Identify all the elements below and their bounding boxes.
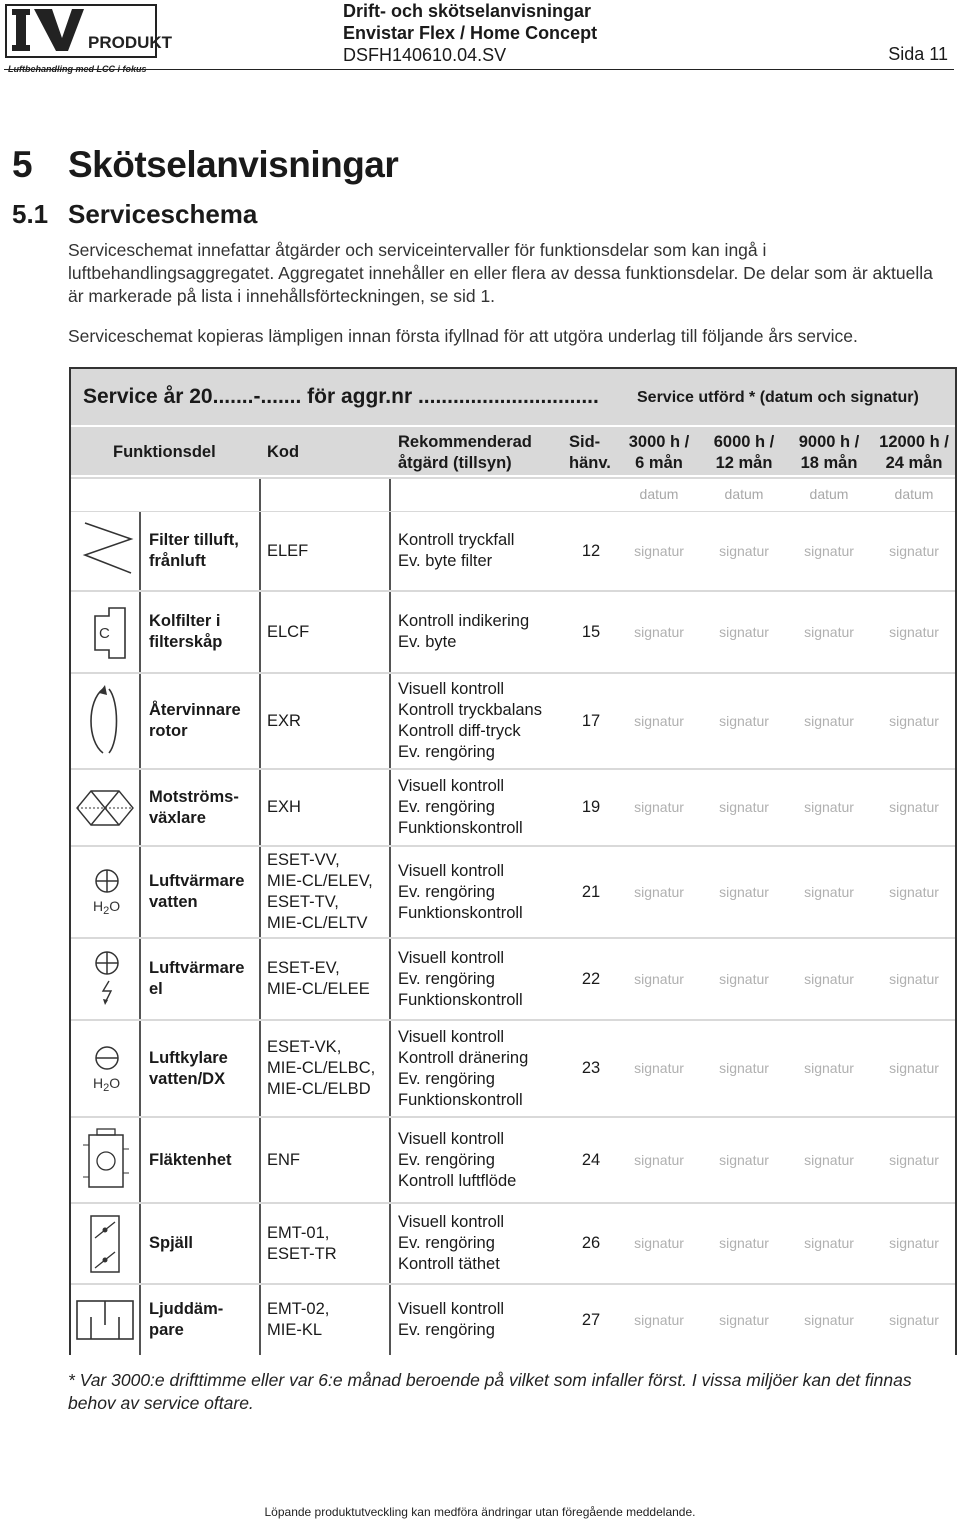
page-reference: 21: [581, 883, 601, 901]
signature-field[interactable]: signatur: [804, 1060, 854, 1076]
signature-field[interactable]: signatur: [889, 713, 939, 729]
signature-field[interactable]: signatur: [804, 799, 854, 815]
signature-field[interactable]: signatur: [634, 1312, 684, 1328]
component-code: ELCF: [267, 623, 310, 641]
table-row: [71, 1285, 955, 1355]
column-divider: [139, 847, 141, 937]
signature-field[interactable]: signatur: [634, 971, 684, 987]
divider: [389, 479, 391, 511]
doc-code: DSFH140610.04.SV: [343, 45, 507, 65]
svg-text:C: C: [99, 625, 110, 642]
signature-field[interactable]: signatur: [634, 1152, 684, 1168]
col-9000h-line1: 9000 h /: [798, 433, 860, 451]
page-reference: 15: [581, 623, 601, 641]
component-code: EXH: [267, 798, 301, 816]
column-divider: [389, 512, 391, 590]
col-sid-line2: hänv.: [569, 454, 611, 472]
column-divider: [259, 770, 261, 845]
signature-field[interactable]: signatur: [634, 543, 684, 559]
cooler-icon: [75, 1044, 137, 1099]
datum-1[interactable]: datum: [639, 486, 679, 502]
component-name: Återvinnare rotor: [149, 701, 241, 740]
signature-field[interactable]: signatur: [634, 884, 684, 900]
signature-field[interactable]: signatur: [719, 543, 769, 559]
recommended-action: Visuell kontroll Ev. rengöring Funktionskontroll: [398, 862, 523, 922]
column-divider: [139, 1118, 141, 1202]
component-name: Kolfilter i filterskåp: [149, 612, 223, 651]
col-sid-line1: Sid-: [569, 433, 601, 451]
svg-text:H2O: $H_2O$: [93, 898, 121, 917]
page-reference: 12: [581, 542, 601, 560]
header-line1: Drift- och skötselanvisningar: [343, 1, 592, 21]
col-3000h-line1: 3000 h /: [628, 433, 690, 451]
signature-field[interactable]: signatur: [804, 543, 854, 559]
column-divider: [139, 674, 141, 768]
col-12000h: [872, 432, 956, 474]
column-header-row: [71, 425, 955, 477]
column-divider: [139, 770, 141, 845]
signature-field[interactable]: signatur: [889, 624, 939, 640]
divider: [259, 479, 261, 511]
column-divider: [259, 592, 261, 672]
heading-2: [12, 199, 257, 230]
column-divider: [139, 1204, 141, 1283]
column-divider: [139, 1021, 141, 1116]
service-done-heading: Service utförd * (datum och signatur): [637, 389, 919, 406]
column-divider: [389, 1204, 391, 1283]
column-divider: [259, 1021, 261, 1116]
column-divider: [259, 847, 261, 937]
column-divider: [389, 674, 391, 768]
page-reference: 27: [581, 1311, 601, 1329]
col-rekommenderad: [398, 432, 532, 474]
column-divider: [139, 512, 141, 590]
recommended-action: Visuell kontroll Ev. rengöring Kontroll luftflöde: [398, 1130, 517, 1190]
component-code: ENF: [267, 1151, 300, 1169]
signature-field[interactable]: signatur: [804, 1235, 854, 1251]
column-divider: [259, 1204, 261, 1283]
signature-field[interactable]: signatur: [719, 624, 769, 640]
col-sidhanv: [569, 432, 611, 474]
component-name: Luftvärmare vatten: [149, 872, 245, 911]
signature-field[interactable]: signatur: [889, 971, 939, 987]
recommended-action: Visuell kontroll Kontroll dränering Ev. rengöring Funktionskontroll: [398, 1028, 529, 1109]
col-3000h: [617, 432, 701, 474]
signature-field[interactable]: signatur: [634, 799, 684, 815]
signature-field[interactable]: signatur: [719, 799, 769, 815]
logo-tagline: Luftbehandling med LCC i fokus: [8, 64, 147, 74]
page-reference: 17: [581, 712, 601, 730]
column-divider: [259, 512, 261, 590]
svg-text:H2O: $H_2O$: [93, 1075, 121, 1094]
signature-field[interactable]: signatur: [889, 884, 939, 900]
signature-field[interactable]: signatur: [719, 971, 769, 987]
page-reference: 23: [581, 1059, 601, 1077]
page-reference: 24: [581, 1151, 601, 1169]
signature-field[interactable]: signatur: [719, 884, 769, 900]
column-divider: [389, 592, 391, 672]
signature-field[interactable]: signatur: [804, 884, 854, 900]
signature-field[interactable]: signatur: [719, 1312, 769, 1328]
table-row: [71, 939, 955, 1019]
signature-field[interactable]: signatur: [804, 1312, 854, 1328]
component-name: Motströms- växlare: [149, 788, 239, 827]
table-row: [71, 592, 955, 672]
page-reference: 22: [581, 970, 601, 988]
component-name: Spjäll: [149, 1234, 194, 1252]
signature-field[interactable]: signatur: [804, 624, 854, 640]
column-divider: [389, 847, 391, 937]
signature-field[interactable]: signatur: [719, 713, 769, 729]
page-reference: 19: [581, 798, 601, 816]
signature-field[interactable]: signatur: [889, 1060, 939, 1076]
table-row: [71, 1021, 955, 1116]
signature-field[interactable]: signatur: [634, 1235, 684, 1251]
component-name: Filter tilluft, frånluft: [149, 531, 239, 570]
page-footer: Löpande produktutveckling kan medföra ändringar utan föregående meddelande.: [264, 1505, 696, 1519]
component-code: ESET-EV, MIE-CL/ELEE: [267, 959, 370, 998]
signature-field[interactable]: signatur: [719, 1235, 769, 1251]
heading-2-text: Serviceschema: [68, 199, 258, 229]
svg-text:PRODUKT: PRODUKT: [88, 33, 173, 52]
column-divider: [389, 1285, 391, 1355]
component-code: EMT-02, MIE-KL: [267, 1300, 330, 1339]
column-divider: [139, 592, 141, 672]
component-name: Ljuddäm- pare: [149, 1300, 224, 1339]
column-divider: [389, 1118, 391, 1202]
column-divider: [139, 939, 141, 1019]
recommended-action: Kontroll tryckfall Ev. byte filter: [398, 531, 515, 570]
signature-field[interactable]: signatur: [719, 1152, 769, 1168]
iv-produkt-logo: [4, 2, 173, 74]
fan-icon: [75, 1127, 137, 1198]
col-6000h-line1: 6000 h /: [713, 433, 775, 451]
component-name: Fläktenhet: [149, 1151, 232, 1169]
col-rek-line1: Rekommenderad: [398, 433, 532, 451]
carbon-filter-icon: [75, 602, 137, 667]
heading-1: [12, 144, 398, 186]
column-divider: [389, 1021, 391, 1116]
column-divider: [389, 939, 391, 1019]
header-title-block: [343, 0, 597, 66]
signature-field[interactable]: signatur: [889, 1235, 939, 1251]
recommended-action: Visuell kontroll Ev. rengöring Funktionskontroll: [398, 949, 523, 1009]
component-code: EMT-01, ESET-TR: [267, 1224, 337, 1263]
datum-3[interactable]: datum: [809, 486, 849, 502]
recommended-action: Visuell kontroll Ev. rengöring Funktionskontroll: [398, 777, 523, 837]
column-divider: [139, 1285, 141, 1355]
col-9000h: [787, 432, 871, 474]
component-name: Luftkylare vatten/DX: [149, 1049, 228, 1088]
component-code: ELEF: [267, 542, 309, 560]
col-kod: Kod: [267, 443, 300, 461]
recommended-action: Visuell kontroll Kontroll tryckbalans Kontroll diff-tryck Ev. rengöring: [398, 680, 542, 761]
table-row: [71, 512, 955, 590]
signature-field[interactable]: signatur: [634, 624, 684, 640]
signature-field[interactable]: signatur: [889, 1152, 939, 1168]
silencer-icon: [75, 1295, 137, 1350]
service-schedule-form: [69, 367, 957, 1355]
damper-icon: [75, 1214, 137, 1279]
datum-4[interactable]: datum: [894, 486, 934, 502]
signature-field[interactable]: signatur: [804, 1152, 854, 1168]
component-code: ESET-VV, MIE-CL/ELEV, ESET-TV, MIE-CL/ELTV: [267, 851, 373, 932]
column-divider: [259, 1285, 261, 1355]
component-name: Luftvärmare el: [149, 959, 245, 998]
water-heater-icon: [75, 867, 137, 922]
header-divider: [4, 69, 954, 70]
signature-field[interactable]: signatur: [634, 713, 684, 729]
signature-field[interactable]: signatur: [889, 1312, 939, 1328]
form-title-bar: [71, 369, 955, 425]
component-code: ESET-VK, MIE-CL/ELBC, MIE-CL/ELBD: [267, 1038, 376, 1098]
page-reference: 26: [581, 1234, 601, 1252]
col-6000h-line2: 12 mån: [715, 454, 773, 472]
rotor-icon: [75, 683, 137, 764]
signature-field[interactable]: signatur: [634, 1060, 684, 1076]
signature-field[interactable]: signatur: [804, 971, 854, 987]
signature-field[interactable]: signatur: [804, 713, 854, 729]
header-line2: Envistar Flex / Home Concept: [343, 23, 598, 43]
col-6000h: [702, 432, 786, 474]
heading-1-text: Skötselanvisningar: [68, 144, 399, 185]
counterflow-exchanger-icon: [75, 783, 137, 838]
col-9000h-line2: 18 mån: [800, 454, 858, 472]
table-row: [71, 674, 955, 768]
copy-instruction-paragraph: Serviceschemat kopieras lämpligen innan första ifyllnad för att utgöra underlag till följande års service.: [68, 326, 858, 346]
col-3000h-line2: 6 mån: [635, 454, 683, 472]
service-year-field[interactable]: Service år 20.......-....... för aggr.nr ...............................: [83, 385, 599, 408]
table-row: [71, 770, 955, 845]
component-code: EXR: [267, 712, 301, 730]
column-divider: [389, 770, 391, 845]
filter-icon: [75, 521, 137, 586]
intro-paragraph: Serviceschemat innefattar åtgärder och serviceintervaller för funktionsdelar som kan ingå i luftbehandlingsaggregatet. Aggregatet innehåller en eller flera av dessa funktionsdelar. De delar som är aktuella är markerade på lista i innehållsförteckningen, se sid 1.: [68, 240, 933, 306]
signature-field[interactable]: signatur: [719, 1060, 769, 1076]
table-row: [71, 1204, 955, 1283]
table-row: [71, 1118, 955, 1202]
recommended-action: Visuell kontroll Ev. rengöring Kontroll täthet: [398, 1213, 505, 1273]
col-rek-line2: åtgärd (tillsyn): [398, 454, 512, 472]
table-row: [71, 847, 955, 937]
col-funktionsdel: Funktionsdel: [113, 443, 216, 461]
page-number: Sida 11: [888, 44, 948, 64]
column-divider: [259, 939, 261, 1019]
heading-1-number: 5: [12, 144, 33, 185]
col-12000h-line2: 24 mån: [885, 454, 943, 472]
electric-heater-icon: [75, 949, 137, 1014]
recommended-action: Kontroll indikering Ev. byte: [398, 612, 530, 651]
footnote: * Var 3000:e drifttimme eller var 6:e månad beroende på vilket som infaller först. I vissa miljöer kan det finnas behov av service oftare.: [68, 1370, 912, 1413]
datum-2[interactable]: datum: [724, 486, 764, 502]
column-divider: [259, 1118, 261, 1202]
heading-2-number: 5.1: [12, 199, 49, 229]
signature-field[interactable]: signatur: [889, 799, 939, 815]
col-12000h-line1: 12000 h /: [879, 433, 949, 451]
signature-field[interactable]: signatur: [889, 543, 939, 559]
recommended-action: Visuell kontroll Ev. rengöring: [398, 1300, 505, 1339]
column-divider: [259, 674, 261, 768]
